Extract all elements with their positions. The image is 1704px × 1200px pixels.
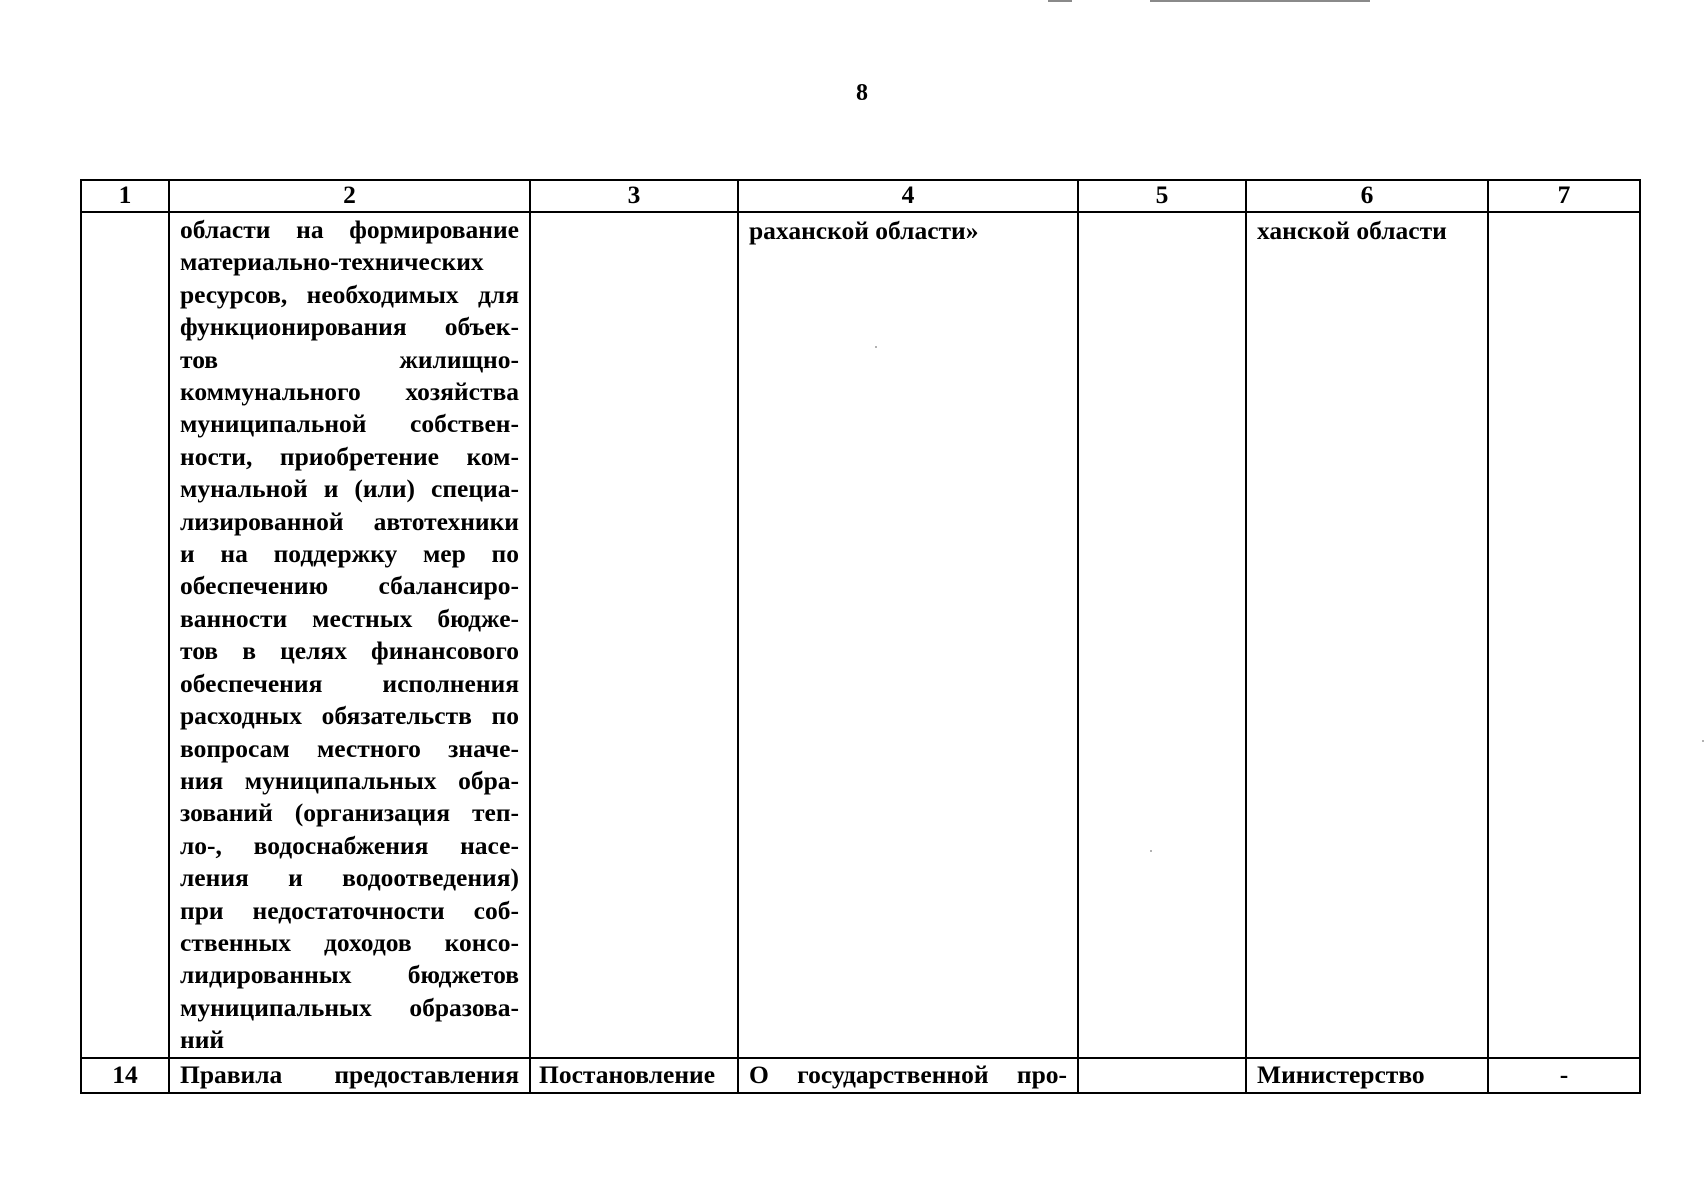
description-line: области на формирование	[180, 215, 519, 244]
table-row-14	[81, 1058, 1640, 1093]
description-line: тов жилищно-	[180, 344, 519, 374]
description-line: муниципальной собствен-	[180, 409, 519, 439]
cell-col6	[1246, 212, 1488, 1058]
table-row-continued	[81, 212, 1640, 1058]
column-header: 6	[1246, 180, 1488, 212]
description-line: ресурсов, необходимых для	[180, 279, 519, 309]
cell-col3-empty	[530, 212, 738, 1058]
cell-col5	[1078, 1058, 1246, 1093]
cell-document-type	[530, 1058, 738, 1093]
description-line: функционирования объек-	[180, 312, 519, 342]
cell-col7-empty	[1488, 212, 1640, 1058]
scan-edge-mark	[1150, 0, 1370, 2]
program-name: О государственной про-	[749, 1059, 1067, 1089]
description-line: обеспечению сбалансиро-	[180, 571, 519, 601]
cell-col4	[738, 212, 1078, 1058]
description-line: лизированной автотехники	[180, 506, 519, 536]
column-header: 5	[1078, 180, 1246, 212]
program-description-text	[170, 213, 529, 1057]
description-line: тов в целях финансового	[180, 636, 519, 666]
description-line: ственных доходов консо-	[180, 927, 519, 957]
column-number-row	[81, 180, 1640, 212]
description-line: расходных обязательств по	[180, 701, 519, 731]
cell-executor	[1246, 1058, 1488, 1093]
description-line: муниципальных образова-	[180, 992, 519, 1022]
column-header: 1	[81, 180, 169, 212]
column-header: 2	[169, 180, 530, 212]
description-line: вопросам местного значе-	[180, 733, 519, 763]
cell-program-description	[169, 212, 530, 1058]
description-line: ния муниципальных обра-	[180, 765, 519, 795]
description-line: и на поддержку мер по	[180, 539, 519, 569]
description-line: обеспечения исполнения	[180, 668, 519, 698]
cell-rules-title	[169, 1058, 530, 1093]
description-line: при недостаточности соб-	[180, 895, 519, 925]
row-number: 14	[81, 1058, 169, 1093]
column-header: 7	[1488, 180, 1640, 212]
document-table	[80, 179, 1641, 1094]
description-line: ний	[180, 1025, 225, 1055]
cell-program-name	[738, 1058, 1078, 1093]
description-line: ванности местных бюдже-	[180, 603, 519, 633]
document-type: Постановление	[539, 1059, 716, 1089]
description-line: ло-, водоснабжения насе-	[180, 830, 519, 860]
description-line: мунальной и (или) специа-	[180, 474, 519, 504]
cell-col5-empty	[1078, 212, 1246, 1058]
executor: Министерство	[1257, 1059, 1425, 1089]
executor-tail: ханской области	[1257, 216, 1447, 245]
description-line: ления и водоотведения)	[180, 863, 519, 893]
page-number: 8	[856, 80, 868, 106]
description-line: коммунального хозяйства	[180, 377, 519, 407]
rules-title: Правила предоставления	[180, 1059, 519, 1089]
program-name-tail: раханской области»	[749, 216, 979, 245]
description-line: ности, приобретение ком-	[180, 441, 519, 471]
scan-edge-mark	[1048, 0, 1072, 2]
cell-col1-empty	[81, 212, 169, 1058]
column-header: 3	[530, 180, 738, 212]
description-line: лидированных бюджетов	[180, 960, 519, 990]
description-line: зований (организация теп-	[180, 798, 519, 828]
cell-col7-dash: -	[1488, 1058, 1640, 1093]
column-header: 4	[738, 180, 1078, 212]
description-line: материально-технических	[180, 247, 484, 277]
